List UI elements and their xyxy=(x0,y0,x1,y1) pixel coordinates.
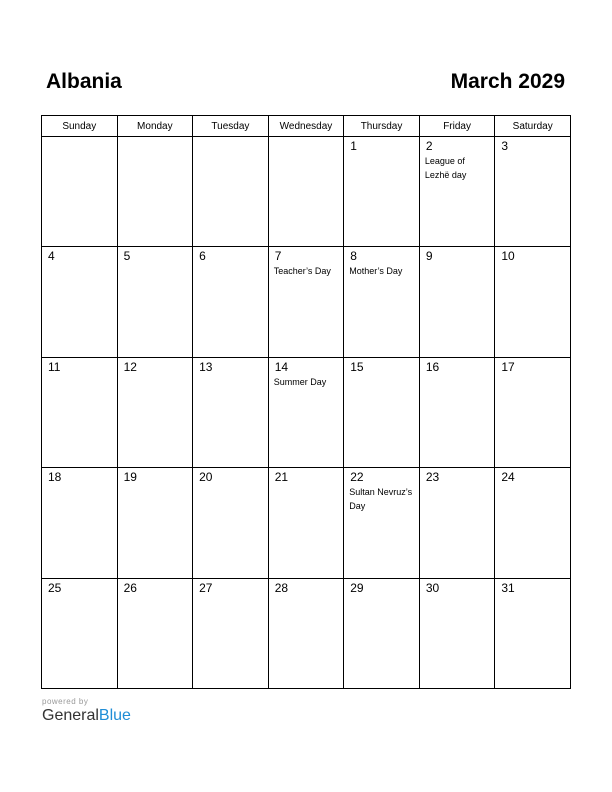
day-cell xyxy=(268,468,344,578)
day-cell xyxy=(344,137,420,247)
footer xyxy=(42,697,131,725)
day-cell xyxy=(268,578,344,688)
day-cell xyxy=(419,247,495,357)
holiday-label xyxy=(42,374,117,375)
day-cell xyxy=(344,468,420,578)
holiday-label xyxy=(420,374,495,375)
day-number: 1 xyxy=(350,139,357,153)
day-cell xyxy=(419,578,495,688)
day-cell xyxy=(193,357,269,467)
weekday-header: Sunday xyxy=(42,116,118,137)
weekday-header: Tuesday xyxy=(193,116,269,137)
day-number: 19 xyxy=(123,470,137,485)
holiday-label xyxy=(118,484,193,485)
day-cell xyxy=(495,247,571,357)
holiday-label xyxy=(193,595,268,596)
day-cell xyxy=(42,578,118,688)
holiday-label xyxy=(269,140,344,141)
weekday-header: Saturday xyxy=(495,116,571,137)
day-number: 3 xyxy=(501,139,509,153)
holiday-label xyxy=(495,374,570,375)
day-number: 20 xyxy=(199,470,213,485)
day-cell xyxy=(42,468,118,578)
day-cell xyxy=(344,357,420,467)
day-number: 4 xyxy=(48,249,55,264)
holiday-label xyxy=(495,153,570,154)
day-number: 13 xyxy=(199,359,213,374)
day-cell xyxy=(117,137,193,247)
day-cell xyxy=(117,578,193,688)
day-cell xyxy=(42,137,118,247)
holiday-label xyxy=(118,595,193,596)
day-cell xyxy=(344,247,420,357)
holiday-label: Sultan Nevruz’s Day xyxy=(349,487,413,512)
day-cell xyxy=(268,247,344,357)
day-number: 16 xyxy=(425,359,440,374)
day-number: 12 xyxy=(123,359,137,374)
week-row xyxy=(42,578,571,688)
holiday-label xyxy=(420,484,495,485)
holiday-label: Teacher’s Day xyxy=(273,266,331,277)
day-cell xyxy=(193,468,269,578)
day-number: 8 xyxy=(350,249,357,264)
day-number: 25 xyxy=(48,580,62,595)
holiday-label: Mother’s Day xyxy=(349,266,403,277)
day-number: 11 xyxy=(48,359,61,374)
day-number: 10 xyxy=(501,249,515,264)
holiday-label xyxy=(118,140,193,141)
holiday-label xyxy=(42,595,117,596)
generalblue-logo[interactable] xyxy=(42,707,131,725)
day-cell xyxy=(193,137,269,247)
brand-general: General xyxy=(42,707,99,724)
day-number: 18 xyxy=(48,470,62,485)
week-row xyxy=(42,468,571,578)
day-number: 7 xyxy=(274,249,282,264)
weekday-header: Wednesday xyxy=(268,116,344,137)
day-number: 28 xyxy=(274,580,289,595)
day-cell xyxy=(193,247,269,357)
day-number: 15 xyxy=(350,359,364,374)
day-number: 24 xyxy=(501,470,515,485)
day-cell xyxy=(268,137,344,247)
holiday-label xyxy=(193,374,268,375)
day-cell xyxy=(495,357,571,467)
country-title: Albania xyxy=(46,70,122,93)
day-number: 31 xyxy=(501,580,515,595)
day-cell xyxy=(117,468,193,578)
week-row xyxy=(42,137,571,247)
holiday-label xyxy=(42,263,117,264)
day-cell xyxy=(495,578,571,688)
day-number: 26 xyxy=(123,580,137,595)
holiday-label xyxy=(344,374,419,375)
day-number: 29 xyxy=(350,580,364,595)
day-number: 17 xyxy=(501,359,515,374)
powered-by-label: powered by xyxy=(42,697,89,706)
brand-blue: Blue xyxy=(98,707,131,724)
holiday-label xyxy=(42,140,117,141)
day-cell xyxy=(42,357,118,467)
month-title: March 2029 xyxy=(450,70,565,93)
day-number: 21 xyxy=(274,470,289,485)
week-row xyxy=(42,247,571,357)
holiday-label xyxy=(269,595,344,596)
day-number: 14 xyxy=(274,359,289,374)
day-cell xyxy=(268,357,344,467)
day-cell xyxy=(419,357,495,467)
week-row xyxy=(42,357,571,467)
holiday-label xyxy=(344,595,419,596)
day-number: 5 xyxy=(123,249,131,264)
holiday-label xyxy=(193,484,268,485)
weekday-header-row xyxy=(42,116,571,137)
day-number: 23 xyxy=(425,470,440,485)
holiday-label xyxy=(193,140,268,141)
day-cell xyxy=(193,578,269,688)
holiday-label xyxy=(420,263,495,264)
holiday-label xyxy=(495,263,570,264)
holiday-label xyxy=(420,595,495,596)
holiday-label xyxy=(118,374,193,375)
holiday-label xyxy=(344,153,419,154)
weekday-header: Friday xyxy=(419,116,495,137)
day-cell xyxy=(419,137,495,247)
day-number: 27 xyxy=(199,580,213,595)
day-cell xyxy=(117,357,193,467)
holiday-label xyxy=(42,484,117,485)
day-cell xyxy=(42,247,118,357)
holiday-label xyxy=(193,263,268,264)
holiday-label: League of Lezhë day xyxy=(424,156,467,180)
day-cell xyxy=(419,468,495,578)
holiday-label xyxy=(495,595,570,596)
weekday-header: Monday xyxy=(117,116,193,137)
day-number: 2 xyxy=(425,139,433,153)
holiday-label xyxy=(118,263,193,264)
day-cell xyxy=(495,137,571,247)
day-cell xyxy=(495,468,571,578)
weekday-header: Thursday xyxy=(344,116,420,137)
day-number: 22 xyxy=(350,470,364,485)
holiday-label xyxy=(269,484,344,485)
calendar-grid xyxy=(41,115,571,689)
holiday-label: Summer Day xyxy=(273,376,327,387)
day-number: 9 xyxy=(425,249,433,264)
day-number: 6 xyxy=(199,249,206,264)
holiday-label xyxy=(495,484,570,485)
day-cell xyxy=(344,578,420,688)
day-cell xyxy=(117,247,193,357)
day-number: 30 xyxy=(425,580,440,595)
